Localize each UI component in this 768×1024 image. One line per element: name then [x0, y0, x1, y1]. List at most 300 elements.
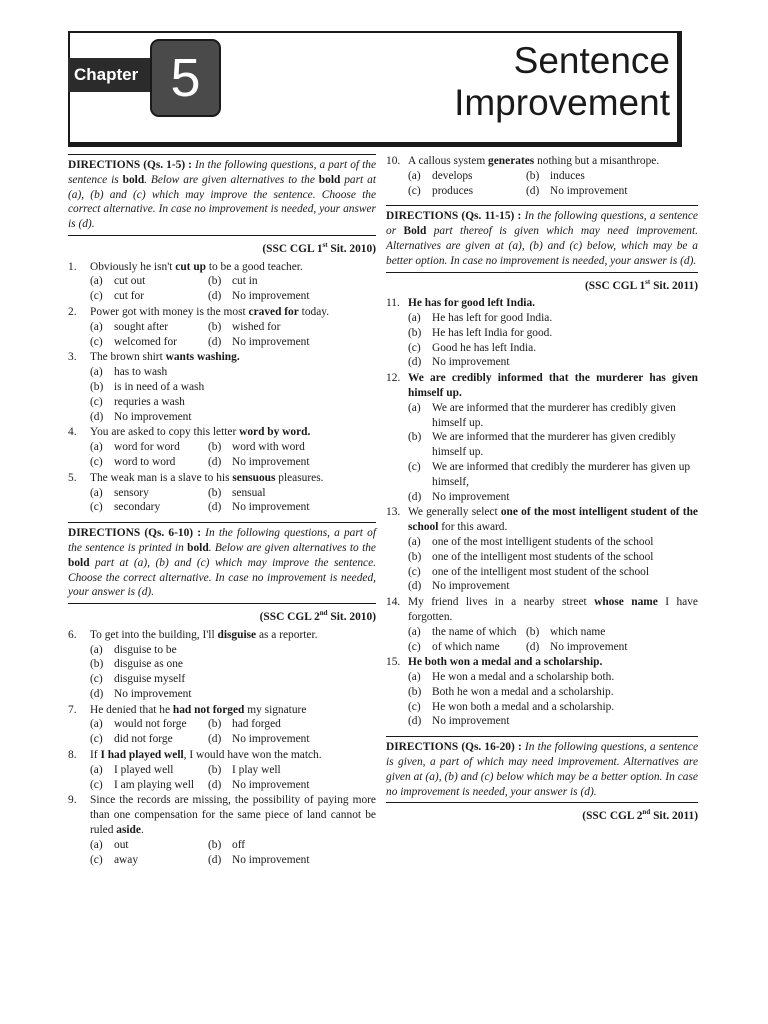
source-citation — [386, 802, 698, 824]
question-12 — [386, 371, 698, 504]
question-stem — [90, 703, 376, 718]
option-b[interactable] — [90, 380, 376, 395]
option-b[interactable] — [208, 763, 376, 778]
question-stem — [408, 595, 698, 625]
stem-part: My friend lives in a nearby street — [408, 596, 595, 609]
directions-11-15 — [386, 205, 698, 293]
option-letter: (a) — [90, 643, 103, 656]
option-letter: (a) — [408, 169, 421, 182]
question-9 — [68, 793, 376, 867]
option-text: develops — [432, 169, 473, 182]
option-text: No improvement — [232, 455, 310, 468]
option-c[interactable] — [408, 565, 698, 580]
option-text: the name of which — [432, 625, 517, 638]
option-d[interactable] — [408, 355, 698, 370]
option-text: sensory — [114, 486, 149, 499]
directions-part: part at (a), (b) and (c) which may improve the sentence. Choose the correct alternative. In case no improvement is needed, your answer is (d). — [68, 556, 376, 599]
option-text: of which name — [432, 640, 500, 653]
option-letter: (a) — [90, 366, 103, 379]
question-7 — [68, 703, 376, 747]
directions-part: In the following questions, a part of the sentence is — [68, 159, 377, 186]
option-text: He has left for good India. — [432, 311, 553, 324]
option-text: sensual — [232, 486, 266, 499]
option-text: cut in — [232, 275, 258, 288]
question-stem — [90, 748, 376, 763]
option-text: is in need of a wash — [114, 380, 205, 393]
chapter-title — [454, 40, 670, 124]
stem-part: You are asked to copy this letter — [90, 426, 240, 439]
option-letter: (b) — [208, 838, 222, 851]
option-b[interactable] — [208, 486, 376, 501]
option-a[interactable] — [408, 625, 526, 640]
question-number: 14. — [386, 596, 401, 609]
option-a[interactable] — [90, 838, 208, 853]
question-5 — [68, 471, 376, 515]
option-letter: (b) — [408, 431, 422, 444]
options — [68, 320, 376, 350]
option-letter: (d) — [208, 335, 222, 348]
options — [386, 401, 698, 505]
option-letter: (d) — [408, 580, 422, 593]
stem-part: He denied that he — [90, 703, 173, 716]
option-letter: (c) — [90, 455, 103, 468]
source-citation — [68, 235, 376, 257]
option-letter: (c) — [408, 565, 421, 578]
option-text: disguise to be — [114, 643, 177, 656]
stem-bold: whose name — [594, 596, 658, 609]
option-text: He won both a medal and a scholarship. — [432, 700, 615, 713]
option-c[interactable] — [90, 335, 208, 350]
stem-bold: I had played well — [100, 749, 184, 762]
stem-bold: sensuous — [232, 471, 276, 484]
stem-bold: word by word. — [239, 426, 311, 439]
option-letter: (d) — [208, 778, 222, 791]
options — [68, 838, 376, 868]
option-letter: (a) — [90, 275, 103, 288]
stem-part: Power got with money is the most — [90, 305, 249, 318]
option-letter: (d) — [208, 290, 222, 303]
option-letter: (c) — [90, 853, 103, 866]
question-stem — [90, 425, 376, 440]
option-letter: (c) — [90, 335, 103, 348]
option-d[interactable] — [408, 490, 698, 505]
options — [68, 643, 376, 702]
question-13 — [386, 505, 698, 594]
option-text: No improvement — [432, 356, 510, 369]
option-text: Both he won a medal and a scholarship. — [432, 685, 614, 698]
option-text: off — [232, 838, 246, 851]
option-text: No improvement — [232, 733, 310, 746]
option-letter: (a) — [408, 311, 421, 324]
option-letter: (c) — [90, 290, 103, 303]
question-stem — [408, 296, 698, 311]
left-column — [68, 154, 376, 868]
stem-part: my signature — [244, 703, 307, 716]
options — [386, 311, 698, 370]
options — [386, 625, 698, 655]
option-letter: (c) — [408, 460, 421, 473]
option-a[interactable] — [90, 274, 208, 289]
question-number: 10. — [386, 155, 401, 167]
stem-bold: aside — [116, 824, 141, 837]
stem-part: as a reporter. — [256, 628, 318, 641]
option-text: No improvement — [114, 410, 192, 423]
option-b[interactable] — [208, 440, 376, 455]
option-d[interactable] — [208, 778, 376, 793]
option-letter: (d) — [408, 715, 422, 728]
question-number: 7. — [68, 703, 77, 716]
option-a[interactable] — [408, 535, 698, 550]
source-sup: nd — [319, 609, 328, 618]
option-b[interactable] — [208, 274, 376, 289]
stem-part: today. — [298, 305, 330, 318]
option-letter: (b) — [408, 550, 422, 563]
question-number: 1. — [68, 260, 77, 273]
directions-part: . Below are given alternatives to the — [208, 541, 376, 554]
stem-bold: cut up — [175, 260, 206, 273]
source-part: (SSC CGL 2 — [582, 810, 643, 823]
option-letter: (b) — [208, 275, 222, 288]
option-letter: (a) — [90, 441, 103, 454]
source-citation — [386, 272, 698, 294]
option-c[interactable] — [90, 778, 208, 793]
option-letter: (a) — [408, 671, 421, 684]
chapter-label: Chapter — [68, 58, 158, 92]
question-15 — [386, 655, 698, 729]
option-letter: (c) — [408, 341, 421, 354]
question-number: 8. — [68, 749, 77, 762]
option-letter: (a) — [408, 625, 421, 638]
option-d[interactable] — [526, 640, 698, 655]
question-stem — [90, 628, 376, 643]
option-b[interactable] — [408, 430, 698, 460]
option-d[interactable] — [526, 184, 698, 199]
source-part: Sit. 2010) — [327, 242, 376, 255]
option-text: would not forge — [114, 718, 187, 731]
option-letter: (d) — [408, 490, 422, 503]
option-letter: (a) — [90, 838, 103, 851]
option-c[interactable] — [90, 289, 208, 304]
option-a[interactable] — [408, 311, 698, 326]
question-4 — [68, 425, 376, 469]
question-number: 6. — [68, 628, 77, 641]
stem-part: nothing but a misanthrope. — [534, 155, 660, 167]
stem-part: The brown shirt — [90, 351, 166, 364]
stem-part: , I would have won the match. — [183, 749, 322, 762]
stem-part: . — [140, 824, 144, 837]
option-letter: (d) — [208, 853, 222, 866]
option-b[interactable] — [526, 625, 698, 640]
stem-part: Since the records are missing, the possibility of paying more than one compensation for the same piece of land cannot be ruled — [90, 794, 376, 837]
option-d[interactable] — [208, 853, 376, 868]
question-3 — [68, 350, 376, 424]
source-sup: nd — [642, 808, 651, 817]
option-letter: (b) — [526, 625, 540, 638]
option-letter: (d) — [526, 640, 540, 653]
option-d[interactable] — [208, 289, 376, 304]
option-text: one of the most intelligent students of the school — [432, 535, 654, 548]
question-6 — [68, 628, 376, 702]
stem-part: to be a good teacher. — [205, 260, 303, 273]
option-d[interactable] — [408, 714, 698, 729]
option-text: which name — [550, 625, 606, 638]
option-a[interactable] — [90, 365, 376, 380]
option-d[interactable] — [90, 687, 376, 702]
chapter-title-line1: Sentence — [513, 40, 670, 81]
option-text: cut out — [114, 275, 146, 288]
stem-part: pleasures. — [275, 471, 324, 484]
options — [68, 440, 376, 470]
question-8 — [68, 748, 376, 792]
option-a[interactable] — [408, 401, 698, 431]
question-stem — [408, 154, 698, 169]
directions-part: . Below are given alternatives to the — [144, 173, 319, 186]
stem-bold: wants washing. — [165, 351, 240, 364]
directions-label: DIRECTIONS (Qs. 6-10) : — [68, 527, 202, 540]
directions-label: DIRECTIONS (Qs. 16-20) : — [386, 741, 522, 754]
option-text: sought after — [114, 320, 169, 333]
option-text: No improvement — [232, 778, 310, 791]
option-text: No improvement — [232, 335, 310, 348]
directions-label: DIRECTIONS (Qs. 11-15) : — [386, 210, 522, 223]
option-text: disguise as one — [114, 658, 183, 671]
source-part: Sit. 2011) — [650, 810, 698, 823]
option-c[interactable] — [408, 184, 526, 199]
options — [68, 717, 376, 747]
chapter-title-line2: Improvement — [454, 82, 670, 123]
directions-part: part thereof is given which may need improvement. Alternatives are given at (a), (b) and (c) below, which may be a better option. In case no improvement is needed, your answer is (d). — [386, 225, 698, 267]
option-c[interactable] — [408, 341, 698, 356]
option-d[interactable] — [208, 732, 376, 747]
option-b[interactable] — [208, 838, 376, 853]
option-c[interactable] — [408, 640, 526, 655]
question-stem — [90, 260, 376, 275]
option-text: word to word — [114, 455, 176, 468]
option-text: No improvement — [232, 501, 310, 514]
option-text: No improvement — [114, 687, 192, 700]
stem-part: To get into the building, I'll — [90, 628, 218, 641]
question-10 — [386, 154, 698, 198]
directions-part: In the following questions, a part of the sentence is printed in — [68, 527, 376, 554]
question-stem — [408, 655, 698, 670]
option-letter: (a) — [90, 320, 103, 333]
source-part: (SSC CGL 1 — [262, 242, 323, 255]
stem-part: We generally select — [408, 506, 501, 519]
option-text: We are informed that the murderer has given credibly himself up. — [432, 431, 676, 459]
option-letter: (c) — [90, 778, 103, 791]
stem-part: for this award. — [438, 521, 508, 534]
directions-bold: Bold — [403, 225, 427, 238]
stem-part: The weak man is a slave to his — [90, 471, 233, 484]
option-b[interactable] — [408, 326, 698, 341]
option-text: requries a wash — [114, 395, 185, 408]
option-d[interactable] — [208, 335, 376, 350]
option-b[interactable] — [208, 717, 376, 732]
directions-bold: bold — [122, 173, 145, 186]
option-text: We are informed that credibly the murderer has given up himself, — [432, 460, 691, 488]
option-text: I play well — [232, 763, 281, 776]
option-letter: (b) — [408, 326, 422, 339]
stem-bold: disguise — [217, 628, 257, 641]
option-text: out — [114, 838, 129, 851]
stem-bold: had not forged — [172, 703, 245, 716]
stem-bold: craved for — [248, 305, 299, 318]
directions-6-10 — [68, 522, 376, 625]
option-letter: (b) — [90, 380, 104, 393]
option-text: He has left India for good. — [432, 326, 553, 339]
option-text: word with word — [232, 441, 305, 454]
option-letter: (b) — [408, 685, 422, 698]
option-letter: (b) — [90, 658, 104, 671]
question-stem — [90, 305, 376, 320]
option-a[interactable] — [408, 670, 698, 685]
option-text: wished for — [232, 320, 281, 333]
option-a[interactable] — [90, 320, 208, 335]
option-c[interactable] — [408, 700, 698, 715]
option-a[interactable] — [90, 486, 208, 501]
option-c[interactable] — [90, 500, 208, 515]
directions-part: In the following questions, a sentence is given, a part of which may need improvement. Alternatives are given at (a), (b) and (c) below which may be a better option. In case no improvement is needed, your answer is (d). — [386, 741, 698, 798]
question-stem — [90, 471, 376, 486]
option-text: produces — [432, 184, 474, 197]
option-a[interactable] — [90, 717, 208, 732]
option-b[interactable] — [90, 657, 376, 672]
options — [68, 486, 376, 516]
question-number: 15. — [386, 656, 401, 669]
source-sup: st — [322, 240, 328, 249]
option-text: welcomed for — [114, 335, 177, 348]
directions-text — [68, 158, 376, 232]
option-d[interactable] — [408, 579, 698, 594]
option-letter: (b) — [208, 441, 222, 454]
source-part: (SSC CGL 2 — [259, 610, 320, 623]
directions-part: In the following questions, a sentence or — [386, 210, 698, 238]
option-a[interactable] — [90, 763, 208, 778]
option-d[interactable] — [208, 500, 376, 515]
directions-text — [68, 526, 376, 600]
directions-bold: bold — [68, 556, 90, 569]
options — [386, 670, 698, 729]
option-a[interactable] — [90, 643, 376, 658]
stem-bold: He both won a medal and a scholarship. — [408, 656, 603, 669]
option-text: We are informed that the murderer has credibly given himself up. — [432, 401, 676, 429]
question-14 — [386, 595, 698, 654]
question-1 — [68, 260, 376, 304]
option-a[interactable] — [408, 169, 526, 184]
option-letter: (c) — [408, 184, 421, 197]
option-d[interactable] — [208, 455, 376, 470]
option-c[interactable] — [90, 853, 208, 868]
option-text: away — [114, 853, 139, 866]
option-d[interactable] — [90, 410, 376, 425]
option-text: No improvement — [432, 490, 510, 503]
question-stem — [90, 793, 376, 837]
option-letter: (b) — [208, 763, 222, 776]
source-part: (SSC CGL 1 — [585, 279, 646, 292]
stem-bold: We are credibly informed that the murderer has given himself up. — [408, 372, 698, 399]
option-c[interactable] — [90, 455, 208, 470]
question-stem — [90, 350, 376, 365]
stem-part: I have forgotten. — [408, 596, 698, 623]
directions-part: part at (a), (b) and (c) which may improve the sentence. Choose the correct alternative. In case no improvement is needed, your answer is (d). — [68, 173, 376, 231]
option-b[interactable] — [208, 320, 376, 335]
question-number: 4. — [68, 426, 77, 439]
question-number: 12. — [386, 372, 401, 385]
option-b[interactable] — [408, 550, 698, 565]
option-a[interactable] — [90, 440, 208, 455]
directions-16-20 — [386, 736, 698, 824]
option-letter: (c) — [90, 733, 103, 746]
question-2 — [68, 305, 376, 349]
source-sup: st — [645, 277, 651, 286]
source-part: Sit. 2011) — [650, 279, 698, 292]
question-11 — [386, 296, 698, 370]
directions-bold: bold — [318, 173, 341, 186]
option-letter: (a) — [90, 718, 103, 731]
question-number: 13. — [386, 506, 401, 519]
option-letter: (a) — [90, 763, 103, 776]
option-text: No improvement — [232, 853, 310, 866]
option-b[interactable] — [408, 685, 698, 700]
option-text: one of the intelligent most students of the school — [432, 550, 654, 563]
directions-text — [386, 740, 698, 799]
option-text: Good he has left India. — [432, 341, 537, 354]
option-text: word for word — [114, 441, 180, 454]
option-text: cut for — [114, 290, 145, 303]
option-letter: (d) — [208, 733, 222, 746]
option-letter: (a) — [408, 401, 421, 414]
option-text: No improvement — [550, 640, 628, 653]
option-text: No improvement — [550, 184, 628, 197]
question-number: 11. — [386, 297, 400, 310]
option-text: has to wash — [114, 366, 168, 379]
question-number: 3. — [68, 351, 77, 364]
option-text: No improvement — [432, 715, 510, 728]
option-c[interactable] — [408, 460, 698, 490]
option-text: secondary — [114, 501, 161, 514]
stem-part: A callous system — [408, 155, 489, 167]
question-number: 5. — [68, 471, 77, 484]
option-text: disguise myself — [114, 673, 186, 686]
chapter-number: 5 — [150, 39, 221, 117]
question-stem — [408, 371, 698, 401]
stem-part: If — [90, 749, 101, 762]
option-letter: (c) — [90, 673, 103, 686]
option-letter: (c) — [408, 700, 421, 713]
option-b[interactable] — [526, 169, 698, 184]
directions-text — [386, 209, 698, 268]
option-letter: (a) — [408, 535, 421, 548]
option-text: I am playing well — [114, 778, 195, 791]
option-letter: (d) — [408, 356, 422, 369]
option-letter: (d) — [90, 687, 104, 700]
option-c[interactable] — [90, 672, 376, 687]
question-number: 9. — [68, 794, 77, 807]
option-text: I played well — [114, 763, 174, 776]
option-text: No improvement — [432, 580, 510, 593]
directions-label: DIRECTIONS (Qs. 1-5) : — [68, 159, 192, 171]
options — [68, 365, 376, 424]
option-letter: (a) — [90, 486, 103, 499]
directions-1-5 — [68, 154, 376, 257]
option-text: had forged — [232, 718, 281, 731]
option-c[interactable] — [90, 395, 376, 410]
option-letter: (c) — [90, 501, 103, 514]
option-letter: (b) — [208, 718, 222, 731]
option-letter: (d) — [90, 410, 104, 423]
option-letter: (c) — [408, 640, 421, 653]
option-c[interactable] — [90, 732, 208, 747]
